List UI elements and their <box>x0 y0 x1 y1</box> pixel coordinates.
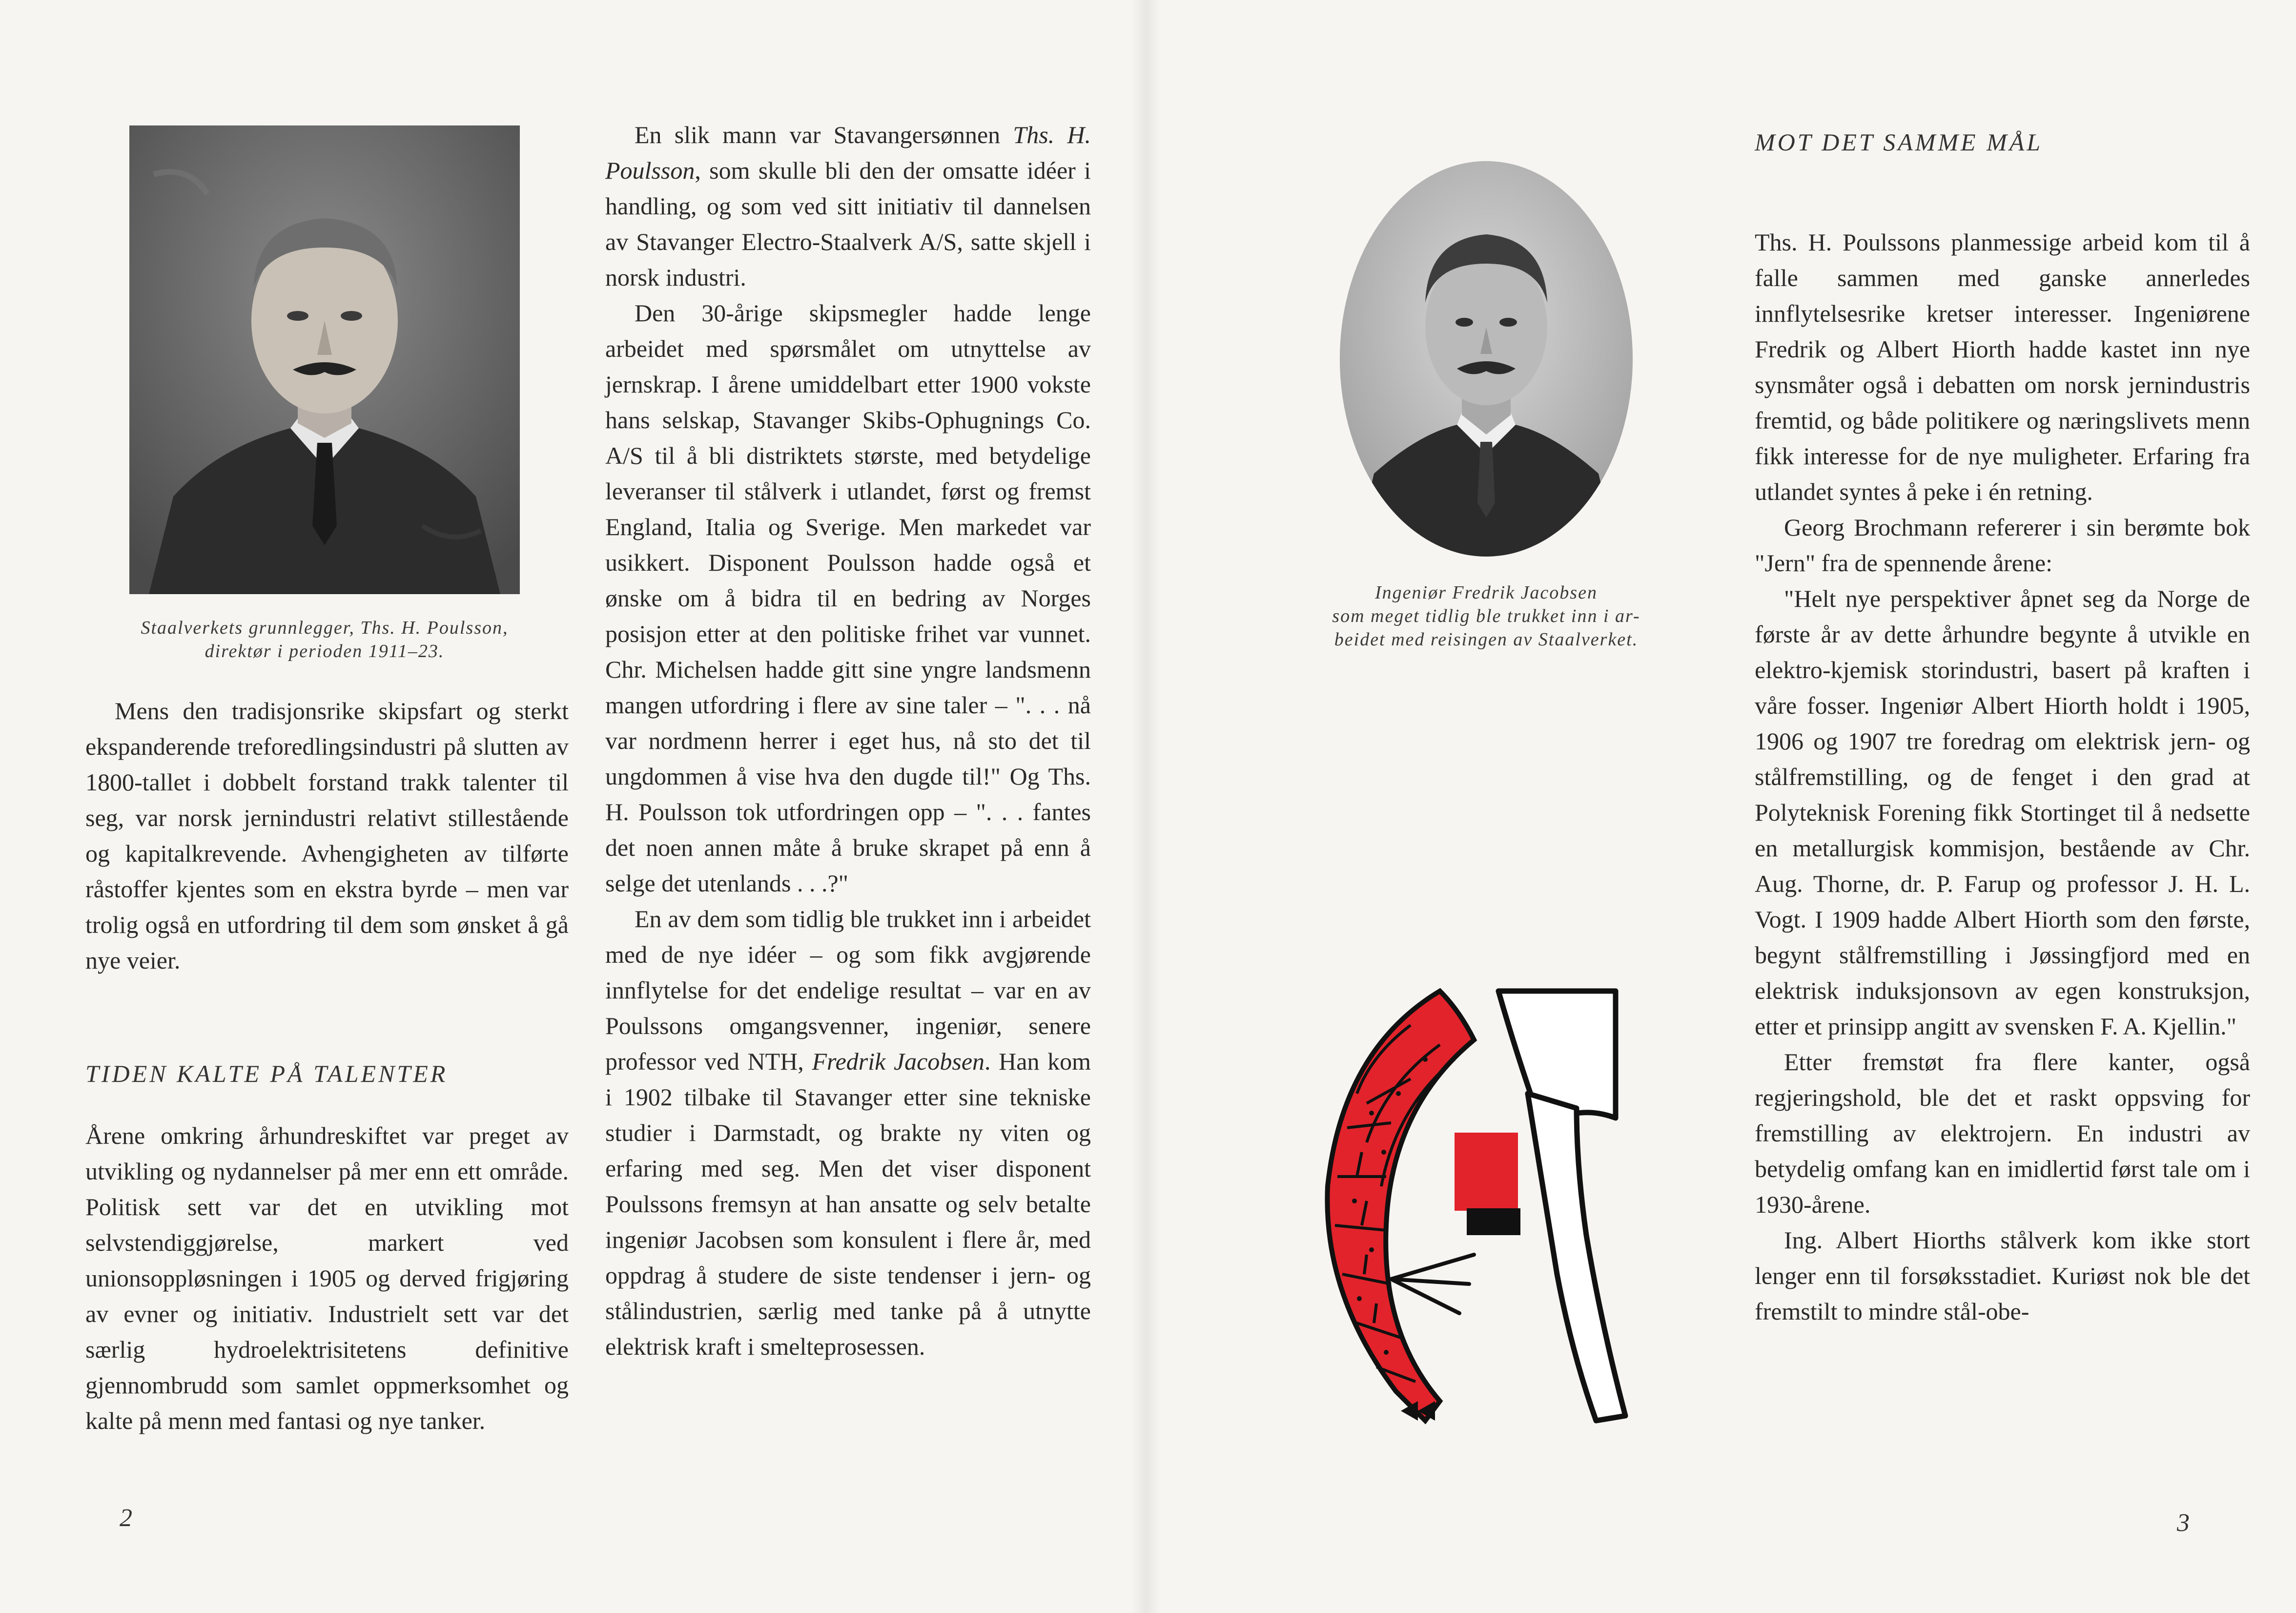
right-column <box>1755 225 2250 1329</box>
emphasis-name: Fredrik Jacobsen <box>812 1048 985 1075</box>
left-middle-column <box>605 117 1091 1365</box>
left-section-paragraph <box>85 1118 569 1439</box>
portrait-caption-jacobsen <box>1274 581 1699 651</box>
paragraph: Georg Brochmann refererer i sin berømte bok "Jern" fra de spennende årene: <box>1755 514 2250 577</box>
paragraph-skipsmegler <box>605 295 1091 901</box>
paragraph: Ing. Albert Hiorths stålverk kom ikke stort lenger enn til forsøksstadiet. Kuriøst nok ble det fremstilt to mindre stål-obe- <box>1755 1226 2250 1325</box>
quote-paragraph: "Helt nye perspektiver åpnet seg da Norge de første år av dette århundre begynte å utvikle en elektro-kjemisk storindustri, basert på kraften i våre fosser. Ingeniør Albert Hiorth holdt i 1905, 1906 og 1907 tre foredrag om elektrisk jern- og stålfremstilling, og de fenget i den grad at Polyteknisk Forening fikk Stortinget til å nedsette en metallurgisk kommisjon, bestående av Chr. Aug. Thorne, dr. P. Farup og professor J. H. L. Vogt. I 1909 hadde Albert Hiorth som den første, begynt stålfremstilling i Jøssingfjord med en elektrisk induksjonsovn av egen konstruksjon, etter et prinsipp angitt av svensken F. A. Kjellin." <box>1755 585 2250 1040</box>
black-bar <box>1467 1208 1520 1235</box>
heading-tiden-kalte: TIDEN KALTE PÅ TALENTER <box>85 1060 448 1087</box>
caption-line: beidet med reisingen av Staalverket. <box>1334 629 1639 650</box>
caption-line: Ingeniør Fredrik Jacobsen <box>1375 582 1598 603</box>
caption-line: direktør i perioden 1911–23. <box>205 641 445 662</box>
left-intro-paragraph <box>85 693 569 978</box>
portrait-photo-jacobsen <box>1340 161 1633 557</box>
text: Den 30-årige skipsmegler hadde lenge arbeidet med spørsmålet om utnyttelse av jernskrap. I årene umiddelbart etter 1900 vokste hans selskap, Stavanger Skibs-Ophugnings Co. A/S til å bli distriktets største, med betydelige leveranser til stålverk i utlandet, først og fremst England, Italia og Sverige. Men markedet var usikkert. Disponent Poulsson hadde også et ønske om å bidra til en bedring av Norges posisjon etter at den politiske frihet var vunnet. Chr. Michelsen hadde gitt sine yngre landsmenn mangen utfordring i flere av sine taler – ". . . nå var nordmenn herrer i eget hus, nå sto det til ungdommen å vise hva den dugde til!" Og Ths. H. Poulsson tok utfordringen opp – ". . . fantes det noen annen måte å bruke skrapet på enn å selge det utenlands . . .?" <box>605 299 1091 897</box>
text: . Han kom i 1902 tilbake til Stavanger etter sine tekniske studier i Darmstadt, og brakte ny viten og erfaring med seg. Men det viser disponent Poulssons fremsyn at han ansatte og selv betalte ingeniør Jacobsen som konsulent i flere år, med oppdrag å studere de siste tendenser i jern- og stålindustrien, særlig med tanke på å utnytte elektrisk kraft i smelteprosessen. <box>605 1048 1091 1360</box>
paragraph-jacobsen <box>605 901 1091 1365</box>
caption-line: Staalverkets grunnlegger, Ths. H. Poulsson, <box>141 618 509 638</box>
heading-mot-det-samme-maal: MOT DET SAMME MÅL <box>1755 128 2043 156</box>
paragraph: Etter fremstøt fra flere kanter, også regjeringshold, ble det et raskt oppsving for fremstilling av elektrojern. En industri av betydelig omfang kan en imidlertid først tale om i 1930-årene. <box>1755 1048 2250 1218</box>
page-gutter <box>1131 0 1161 1613</box>
paragraph-poulsson-intro <box>605 117 1091 295</box>
text: En av dem som tidlig ble trukket inn i arbeidet med de nye idéer – og som fikk avgjørende innflytelse for det endelige resultat – var en av Poulssons omgangsvenner, ingeniør, senere professor ved NTH, <box>605 905 1091 1075</box>
text: , som skulle bli den der omsatte idéer i handling, og som ved sitt initiativ til dannelsen av Stavanger Electro-Staalverk A/S, satte skjell i norsk industri. <box>605 157 1091 291</box>
portrait-painting-poulsson <box>129 125 520 594</box>
helmet-and-axe-illustration <box>1313 981 1645 1435</box>
paragraph: Mens den tradisjonsrike skipsfart og sterkt ekspanderende treforedlingsindustri på slutten av 1800-tallet i dobbelt forstand trakk talenter til seg, var norsk jernindustri relativt stillestående og kapitalkrevende. Avhengigheten av tilførte råstoffer kjentes som en ekstra byrde – men var trolig også en utfordring til dem som ønsket å gå nye veier. <box>85 697 569 974</box>
text: En slik mann var Stavangersønnen <box>635 121 1013 148</box>
caption-line: som meget tidlig ble trukket inn i ar- <box>1332 606 1640 626</box>
paragraph: Årene omkring århundreskiftet var preget av utvikling og nydannelser på mer enn ett område. Politisk sett var det en utvikling mot selvstendiggjørelse, markert ved unionsoppløsningen i 1905 og derved frigjøring av evner og initiativ. Industrielt sett var det særlig hydroelektrisitetens definitive gjennombrudd som samlet oppmerksomhet og kalte på menn med fantasi og nye tanker. <box>85 1122 569 1434</box>
page-number-left: 2 <box>120 1504 132 1532</box>
red-helmet-shape <box>1327 991 1474 1421</box>
red-square <box>1455 1133 1518 1211</box>
emphasis-name: Ths. H. Poulsson <box>605 121 1091 184</box>
portrait-caption-poulsson <box>110 616 539 663</box>
page-number-right: 3 <box>2177 1509 2190 1537</box>
paragraph: Ths. H. Poulssons planmessige arbeid kom til å falle sammen med ganske annerledes innflytelsesrike kretser interesser. Ingeniørene Fredrik og Albert Hiorth hadde kastet inn nye synsmåter også i debatten om norsk jernindustris fremtid, og både politikere og næringslivets menn fikk interesse for de nye muligheter. Erfaring fra utlandet syntes å peke i én retning. <box>1755 228 2250 505</box>
